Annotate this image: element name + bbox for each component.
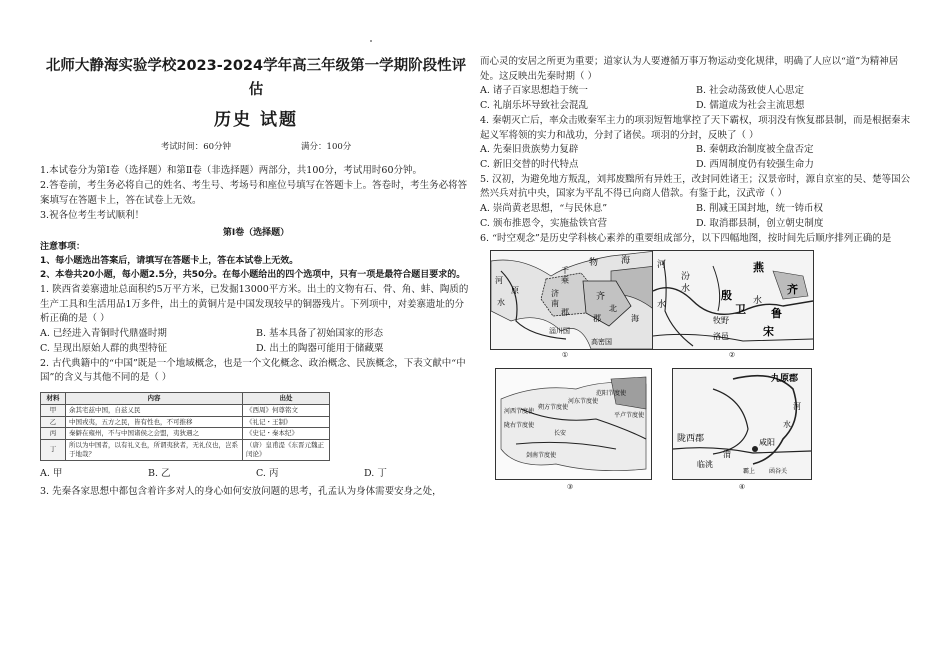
option-a: A. 诸子百家思想趋于统一	[480, 85, 588, 97]
map-label: 九原郡	[771, 374, 799, 385]
map-qin-commanderies	[672, 368, 812, 480]
question-4	[480, 114, 912, 173]
option-c: C. 呈现出原始人群的典型特征	[40, 342, 167, 354]
subject-title: 历史 试题	[214, 109, 298, 130]
row-content: 中国戎夷，五方之民，皆有性也，不可推移	[66, 416, 243, 428]
table-row	[41, 428, 330, 440]
question-stem: 4. 秦朝灭亡后，率众击败秦军主力的项羽短暂地掌控了天下霸权，项羽没有恢复郡县制，而是根据秦末起义军将领的实力和战功，分封了诸侯。项羽的分封，反映了（ ）	[480, 114, 911, 141]
option-d: D. 儒道成为社会主流思想	[696, 100, 805, 112]
notice-item: 2、本卷共20小题，每小题2.5分，共50分。在每小题给出的四个选项中，只有一项是最符合题目要求的。	[40, 270, 466, 281]
map-label: 咸阳	[759, 438, 775, 448]
question-3	[480, 55, 912, 114]
option-d: D. 丁	[364, 467, 387, 479]
map-label: 海	[621, 256, 631, 267]
map-label: 燕	[753, 261, 764, 275]
option-c: C. 丙	[256, 467, 279, 479]
question-2	[40, 357, 472, 482]
map-label: 齐	[596, 292, 606, 303]
map-label: 济	[551, 289, 559, 299]
instruction-item: 2.答卷前，考生务必将自己的姓名、考生号、考场号和座位号填写在答题卡上。答卷时，考生务必将答案填写在答题卡上，答在试卷上无效。	[40, 180, 468, 206]
map-label: 海	[631, 314, 639, 324]
table-row	[41, 440, 330, 461]
table-header: 出处	[243, 393, 330, 405]
exam-time: 考试时间：60分钟	[160, 142, 232, 153]
option-c: C. 礼崩乐坏导致社会混乱	[480, 100, 588, 112]
row-content: 所以为中国者，以有礼义也，所谓夷狄者，无礼仪也，岂系于地哉？	[66, 440, 243, 461]
map-western-zhou	[652, 250, 814, 350]
instruction-item: 3.祝各位考生考试顺利！	[40, 209, 145, 221]
map-label: 郡	[561, 308, 569, 318]
notice-item: 1、每小题选出答案后，请填写在答题卡上，答在本试卷上无效。	[40, 256, 299, 267]
option-c: C. 颁布推恩令，实施盐铁官营	[480, 217, 607, 229]
map-label: 范阳节度使	[596, 390, 627, 398]
row-source: （唐）皇甫湜《东晋元魏正闰论》	[243, 440, 330, 461]
question-3-stem-start: 3. 先秦各家思想中都包含着许多对人的身心如何安放问题的思考，孔孟认为身体需要安身之处，	[40, 486, 442, 498]
option-d: D. 西周制度仍有较强生命力	[696, 159, 814, 171]
option-b: B. 社会动荡致使人心思定	[696, 85, 805, 97]
question-stem: 2. 古代典籍中的“中国”既是一个地域概念，也是一个文化概念、政治概念、民族概念，下表文献中“中国”的含义与其他不同的是（ ）	[40, 357, 466, 384]
map-label: 殷	[721, 289, 732, 303]
exam-meta	[40, 141, 472, 154]
instruction-item: 1.本试卷分为第Ⅰ卷（选择题）和第Ⅱ卷（非选择题）两部分，共100分，考试用时60分钟。	[40, 165, 422, 177]
map-label: 霸上	[743, 468, 756, 476]
table-row	[41, 416, 330, 428]
row-label: 甲	[41, 404, 66, 416]
map-label: 牧野	[713, 316, 729, 326]
row-content: 余其宅兹中国，自兹乂民	[66, 404, 243, 416]
map-label: 河东节度使	[568, 398, 599, 406]
map-tang-jiedushi	[495, 368, 652, 480]
row-source: 《史记・秦本纪》	[243, 428, 330, 440]
source-table	[40, 392, 330, 461]
map-label: 水	[657, 300, 667, 311]
option-b: B. 乙	[148, 467, 171, 479]
map-label: 乘	[561, 276, 569, 286]
map-caption: ②	[728, 351, 736, 360]
map-label: 洛邑	[713, 332, 729, 342]
option-d: D. 出土的陶器可能用于储藏粟	[256, 342, 384, 354]
map-label: 南	[551, 299, 559, 309]
map-label: 鲁	[771, 307, 782, 321]
map-label: 汾	[681, 272, 691, 283]
row-label: 丁	[41, 440, 66, 461]
map-label: 陇西郡	[677, 434, 705, 445]
map-label: 临洮	[697, 460, 713, 470]
map-label: 陇右节度使	[504, 422, 535, 430]
map-label: 渭	[723, 450, 731, 460]
question-stem: 5. 汉初，为避免地方叛乱，刘邦废黜所有异姓王，改封同姓诸王；汉景帝时，源自京室的吴、楚等国公然兴兵对抗中央，国家为平乱不得已向商人借款。有鉴于此，汉武帝（ ）	[480, 173, 911, 200]
row-source: 《西周》何尊铭文	[243, 404, 330, 416]
option-b: B. 基本具备了初始国家的形态	[256, 328, 384, 340]
question-5	[480, 173, 912, 232]
question-stem: 1. 陕西省姜寨遗址总面积约5万平方米，已发掘13000平方米。出土的文物有石、骨、角、蚌、陶质的生产工具和生活用品1万多件，出土的黄铜片是中国发现较早的铜器残片。下列项中，对姜寨遗址的分析正确的是（ ）	[40, 283, 469, 325]
table-header-row	[41, 393, 330, 405]
section-title: 第Ⅰ卷（选择题）	[222, 228, 290, 239]
row-label: 乙	[41, 416, 66, 428]
option-b: B. 秦朝政治制度被全盘否定	[696, 144, 814, 156]
option-a: A. 甲	[40, 467, 63, 479]
map-label: 函谷关	[769, 468, 788, 476]
left-column	[40, 0, 472, 500]
question-6	[480, 232, 912, 247]
map-label: 河	[793, 402, 801, 412]
map-caption: ①	[561, 351, 569, 360]
exam-title: 北师大静海实验学校2023-2024学年高三年级第一学期阶段性评 估	[45, 58, 467, 98]
option-a: A. 已经进入青铜时代鼎盛时期	[40, 328, 167, 340]
row-content: 秦僻在雍州，不与中国诸侯之会盟，夷狄遇之	[66, 428, 243, 440]
map-qi-commanderies	[490, 250, 657, 350]
map-label: 河	[495, 276, 503, 286]
map-label: 卫	[735, 303, 746, 317]
map-label: 朔方节度使	[538, 404, 569, 412]
map-label: 宋	[763, 325, 774, 339]
option-a: A. 先秦旧贵族势力复辟	[480, 144, 579, 156]
map-label: 千	[561, 266, 569, 276]
map-label: 水	[753, 296, 763, 307]
full-score: 满分：100分	[301, 142, 352, 153]
map-caption: ④	[738, 483, 746, 492]
table-header: 内容	[66, 393, 243, 405]
map-label: 郡	[593, 314, 601, 324]
map-label: 平卢节度使	[614, 412, 645, 420]
map-label: 河西节度使	[504, 408, 535, 416]
question-stem: 而心灵的安居之所更为重要；道家认为人要遵循万事万物运动变化规律，明确了人应以“道”为精神居处。这反映出先秦时期（ ）	[480, 56, 899, 82]
map-label: 剑南节度使	[526, 452, 557, 460]
map-label: 齐	[787, 283, 798, 297]
map-label: 高密国	[591, 338, 612, 347]
map-label: 水	[497, 298, 505, 308]
map-label: 原	[511, 286, 519, 296]
option-c: C. 新旧交替的时代特点	[480, 159, 579, 171]
table-row	[41, 404, 330, 416]
row-source: 《礼记・王制》	[243, 416, 330, 428]
question-stem: 6. “时空观念”是历史学科核心素养的重要组成部分，以下四幅地图，按时间先后顺序排列正确的是	[480, 232, 892, 244]
map-grid	[480, 250, 912, 495]
option-d: D. 取消郡县制，创立朝史制度	[696, 217, 824, 229]
notice-title: 注意事项：	[40, 242, 86, 253]
row-label: 丙	[41, 428, 66, 440]
map-label: 水	[681, 284, 691, 295]
map-label: 物	[589, 258, 599, 269]
map-label: 长安	[554, 430, 567, 438]
question-1	[40, 283, 472, 357]
map-label: 淄川国	[549, 327, 570, 336]
table-header: 材料	[41, 393, 66, 405]
instructions	[40, 164, 472, 223]
map-label: 北	[609, 304, 617, 314]
map-label: 水	[783, 420, 791, 430]
option-b: B. 削减王国封地，统一铸币权	[696, 203, 824, 215]
map-caption: ③	[566, 483, 574, 492]
option-a: A. 崇尚黄老思想，“与民休息”	[480, 203, 608, 215]
map-label: 河	[657, 260, 667, 271]
right-column	[480, 0, 912, 495]
